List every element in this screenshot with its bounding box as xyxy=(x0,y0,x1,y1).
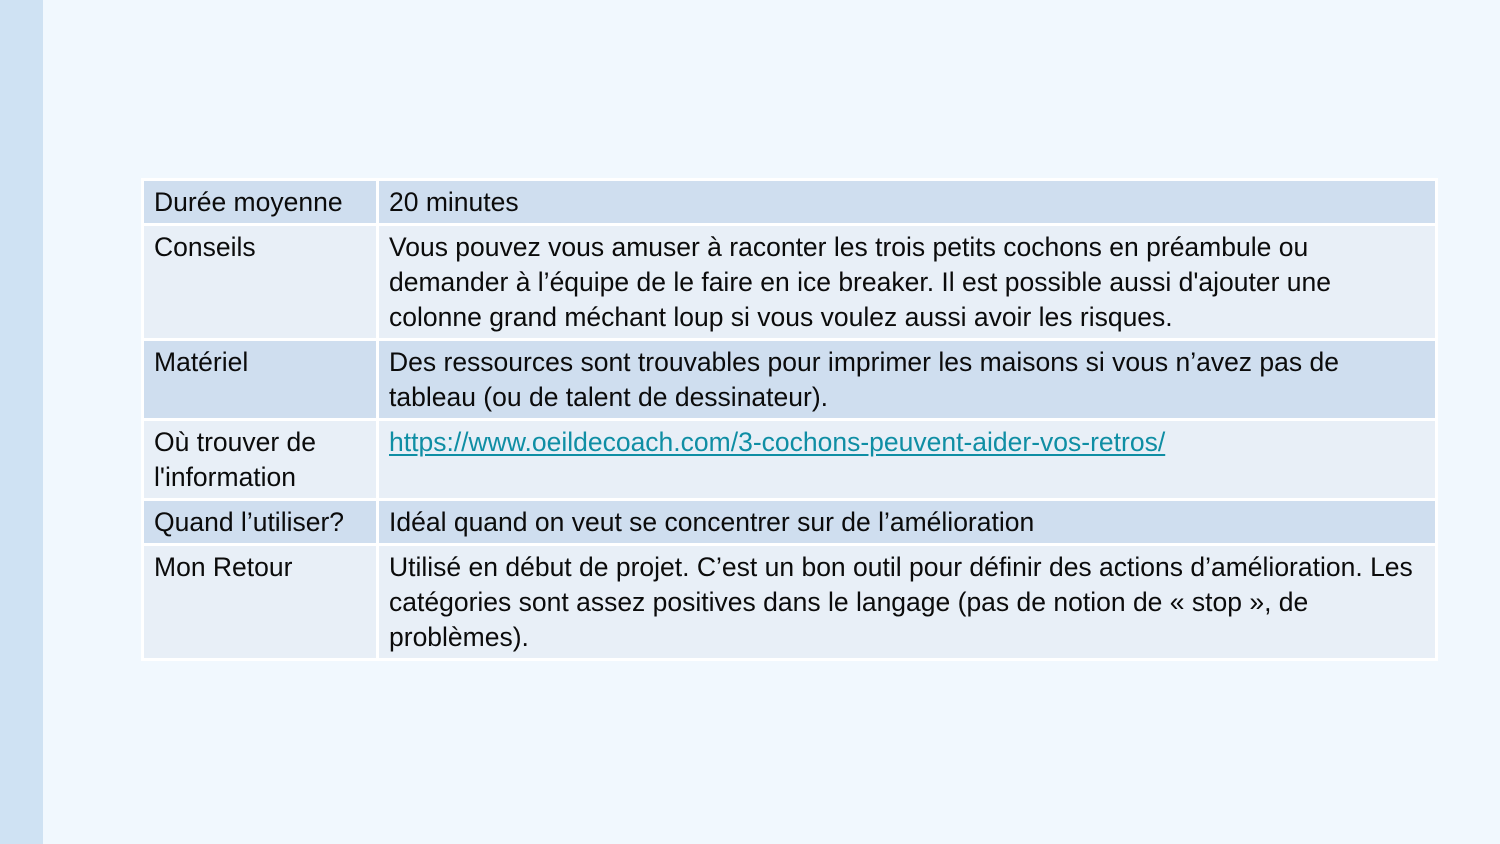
table-row-material xyxy=(143,340,1437,420)
row-value-cell xyxy=(378,420,1437,500)
table-row-duration xyxy=(143,180,1437,225)
info-source-link[interactable]: https://www.oeildecoach.com/3-cochons-peuvent-aider-vos-retros/ xyxy=(389,427,1166,457)
row-value: Des ressources sont trouvables pour imprimer les maisons si vous n’avez pas de tableau (ou de talent de dessinateur). xyxy=(378,340,1437,420)
row-label: Matériel xyxy=(143,340,378,420)
info-table xyxy=(141,178,1438,661)
left-accent-bar xyxy=(0,0,43,844)
table-row-advice xyxy=(143,225,1437,340)
row-label: Quand l’utiliser? xyxy=(143,500,378,545)
row-label: Où trouver de l'information xyxy=(143,420,378,500)
row-value: Idéal quand on veut se concentrer sur de l’amélioration xyxy=(378,500,1437,545)
row-label: Durée moyenne xyxy=(143,180,378,225)
table-row-feedback xyxy=(143,545,1437,660)
row-label: Mon Retour xyxy=(143,545,378,660)
row-label: Conseils xyxy=(143,225,378,340)
table-row-when-to-use xyxy=(143,500,1437,545)
row-value: Vous pouvez vous amuser à raconter les trois petits cochons en préambule ou demander à l’équipe de le faire en ice breaker. Il est possible aussi d'ajouter une colonne grand méchant loup si vous voulez aussi avoir les risques. xyxy=(378,225,1437,340)
row-value: 20 minutes xyxy=(378,180,1437,225)
table-row-info-source xyxy=(143,420,1437,500)
row-value: Utilisé en début de projet. C’est un bon outil pour définir des actions d’amélioration. Les catégories sont assez positives dans le langage (pas de notion de « stop », de problèmes). xyxy=(378,545,1437,660)
